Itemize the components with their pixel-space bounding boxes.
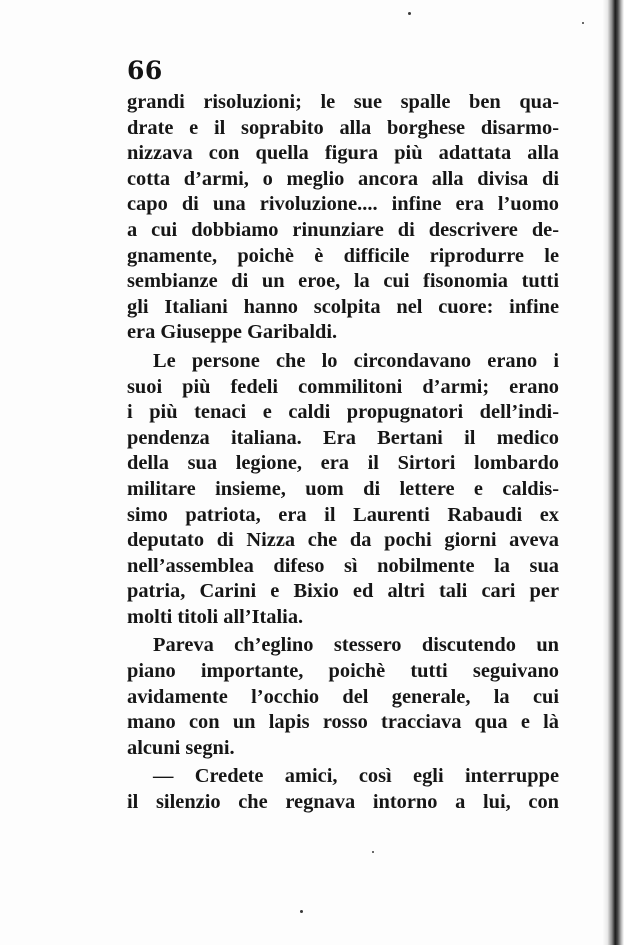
text-line: simo patriota, era il Laurenti Rabaudi ex [127,503,559,526]
text-line: drate e il soprabito alla borghese disarmo- [127,116,559,139]
paper-speck [582,22,584,24]
text-line: deputato di Nizza che da pochi giorni aveva [127,529,559,552]
text-line: gli Italiani hanno scolpita nel cuore: infine [127,295,559,318]
text-line: gnamente, poichè è difficile riprodurre le [127,244,559,267]
text-line: grandi risoluzioni; le sue spalle ben qua- [127,91,559,113]
paper-speck [300,910,303,913]
text-line: della sua legione, era il Sirtori lombardo [127,452,559,475]
paragraph [127,764,559,815]
page-number: 66 [127,56,163,85]
text-line: il silenzio che regnava intorno a lui, con [127,791,559,814]
text-line: Pareva ch’eglino stessero discutendo un [153,634,559,657]
paper-speck [408,12,411,15]
text-line: alcuni segni. [127,736,235,759]
text-line: piano importante, poichè tutti seguivano [127,660,559,683]
paper-speck [372,851,374,853]
text-line: mano con un lapis rosso tracciava qua e là [127,711,559,734]
text-line: capo di una rivoluzione.... infine era l’uomo [127,193,559,216]
text-line: patria, Carini e Bixio ed altri tali cari per [127,580,559,603]
text-line: sembianze di un eroe, la cui fisonomia tutti [127,270,559,293]
paragraph [127,90,559,346]
paragraph [127,349,559,631]
text-line: cotta d’armi, o meglio ancora alla divisa di [127,167,559,190]
text-line: — Credete amici, così egli interruppe [153,765,559,788]
body-text [127,90,559,816]
text-line: i più tenaci e caldi propugnatori dell’indi- [127,401,559,424]
text-line: suoi più fedeli commilitoni d’armi; erano [127,375,559,398]
text-line: era Giuseppe Garibaldi. [127,321,338,344]
text-line: avidamente l’occhio del generale, la cui [127,685,559,708]
text-line: a cui dobbiamo rinunziare di descrivere de- [127,218,559,241]
text-line: Le persone che lo circondavano erano i [153,349,559,372]
page-binding-shadow [602,0,624,945]
text-line: nell’assemblea difeso sì nobilmente la sua [127,554,559,577]
text-line: nizzava con quella figura più adattata alla [127,142,559,165]
text-line: militare insieme, uom di lettere e caldis- [127,477,559,500]
paragraph [127,633,559,761]
text-line: pendenza italiana. Era Bertani il medico [127,426,559,449]
text-line: molti titoli all’Italia. [127,605,304,628]
